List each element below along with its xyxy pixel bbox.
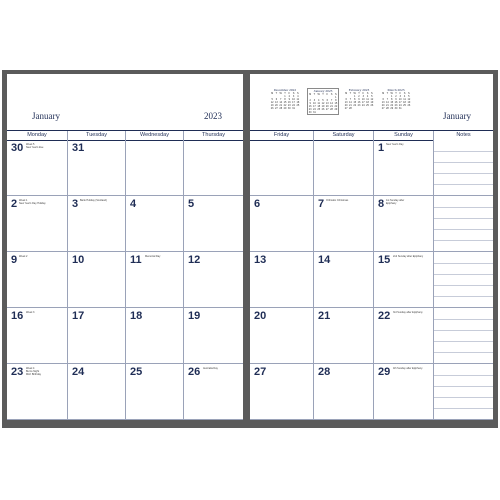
mini-calendar-day: 23 [394,104,398,107]
mini-calendar-day: 7 [280,98,282,101]
mini-calendar-day: 19 [321,105,325,108]
mini-calendar-day: T [386,92,389,95]
mini-calendar-day: 16 [308,105,312,108]
mini-calendar-day: 27 [381,107,385,110]
mini-calendar-day: 8 [335,99,337,102]
right-page [250,74,493,420]
mini-calendar-day: 24 [292,104,295,107]
mini-calendar-title: December 2022 [273,88,297,92]
mini-calendar-day: 14 [279,101,283,104]
day-number: 17 [72,310,85,322]
notes-line [434,341,493,342]
mini-calendar-day: 29 [334,108,338,111]
month-title-right: January [443,111,471,121]
day-cell[interactable] [7,364,67,419]
day-number: 29 [378,366,391,378]
day-number: 11 [130,254,142,266]
mini-calendar-day: 1 [354,95,356,98]
mini-calendar-day: 3 [399,95,401,98]
mini-calendar-day: 14 [386,101,389,104]
mini-calendar-day: 20 [325,105,329,108]
mini-calendar-day: 10 [292,98,295,101]
day-cell[interactable] [250,364,313,419]
mini-calendar-day: 25 [403,104,406,107]
mini-calendar-day: 22 [353,104,357,107]
mini-calendar-day: T [313,93,316,96]
day-number: 16 [11,310,24,322]
calendar-grid-left [7,140,243,420]
notes-line [434,263,493,264]
left-page [7,74,243,420]
notes-line [434,296,493,297]
day-note: Week 4 Burns Night MLK Birthday [26,367,42,376]
day-note: Week 2 [19,255,28,258]
mini-calendar-day: 19 [370,101,374,104]
day-cell[interactable] [313,308,373,363]
mini-calendar-day: 30 [394,107,398,110]
mini-calendar-day: 18 [403,101,406,104]
mini-calendar-day: S [297,92,299,95]
mini-calendar-day: 1 [391,95,393,98]
notes-line [434,151,493,152]
mini-calendar-day: T [358,92,360,95]
notes-line [434,285,493,286]
notes-line [434,218,493,219]
notes-line [434,319,493,320]
mini-calendar-grid [344,92,374,110]
mini-calendar-day: 3 [313,99,316,102]
week-row [250,252,493,308]
day-number: 19 [188,310,201,322]
mini-calendar-day: 12 [321,102,325,105]
mini-calendar-day: 4 [403,95,406,98]
mini-calendar-day: 22 [390,104,394,107]
mini-calendar-day: 10 [361,98,365,101]
mini-calendar-day: 17 [292,101,295,104]
mini-calendar-day [407,107,411,110]
day-cell[interactable] [7,196,67,251]
mini-calendar-day: M [382,92,385,95]
mini-calendar-day: T [322,93,324,96]
mini-calendar-day: 31 [313,111,316,114]
mini-calendar-day: 27 [325,108,329,111]
mini-calendar-day: 5 [408,95,410,98]
day-cell[interactable] [373,196,433,251]
day-number: 4 [130,198,137,210]
mini-calendar-day: 30 [287,107,291,110]
mini-calendar-day: 8 [391,98,393,101]
day-note: Memorial Day [145,255,161,258]
mini-calendar-day: 2 [288,95,290,98]
day-cell[interactable] [125,252,183,307]
mini-calendar-day: M [309,93,312,96]
mini-calendar-day: T [284,92,286,95]
day-number: 30 [11,142,24,154]
day-number: 21 [318,310,331,322]
mini-calendar-day: W [317,93,320,96]
day-number: 28 [318,366,331,378]
mini-calendar-day: F [288,92,291,95]
mini-calendar-day: 5 [322,99,324,102]
mini-calendar-day: 13 [275,101,278,104]
mini-calendar-day: 4 [318,99,320,102]
mini-calendar-day: 12 [370,98,374,101]
weekday-header-monday: Monday [27,132,47,138]
weekday-header-saturday: Saturday [313,131,373,140]
notes-line [434,386,493,387]
mini-calendar-day: 24 [313,108,316,111]
week-row [7,140,243,196]
mini-calendar-day: 30 [308,111,312,114]
mini-calendar [381,88,411,110]
weekday-header-thursday: Thursday [183,131,243,140]
mini-calendar-title: January 2023 [313,89,333,93]
mini-calendar-day: 21 [386,104,389,107]
day-number: 5 [188,198,195,210]
day-note: 3rd Sunday after Epiphany [393,311,423,314]
day-note: Bank Holiday (Scotland) [80,199,107,202]
mini-calendar-day: 19 [270,104,274,107]
day-number: 8 [378,198,385,210]
day-cell[interactable] [125,364,183,419]
mini-calendar-day: 6 [382,98,384,101]
notes-line [434,375,493,376]
week-row [250,308,493,364]
mini-calendar-day: 16 [357,101,361,104]
mini-calendar-day: W [390,92,393,95]
mini-calendar-title: February 2023 [348,88,370,92]
mini-calendar-title: March 2023 [387,88,405,92]
mini-calendar-day: 2 [309,99,311,102]
mini-calendar-day: 13 [381,101,385,104]
day-cell[interactable] [7,252,67,307]
mini-calendar-day: 24 [398,104,402,107]
mini-calendar-day: 28 [279,107,283,110]
mini-calendar-day: 25 [296,104,300,107]
notes-line [434,207,493,208]
day-number: 23 [11,366,24,378]
day-note: Week 3 [26,311,35,314]
mini-calendar-day: W [353,92,356,95]
notes-line [434,352,493,353]
mini-calendar-day: 12 [407,98,411,101]
notes-line [434,162,493,163]
mini-calendar-day: 13 [344,101,348,104]
day-number: 26 [188,366,201,378]
day-cell[interactable] [67,364,125,419]
day-cell[interactable] [183,252,243,307]
mini-calendar-day: F [326,93,329,96]
mini-calendar-day: 22 [334,105,338,108]
mini-calendar-day: 15 [283,101,287,104]
day-cell[interactable] [67,308,125,363]
day-note: Week 1 New Year's Day Holiday [19,199,46,205]
day-cell[interactable] [250,196,313,251]
mini-calendar-day: 1 [335,96,337,99]
mini-calendar-day: 11 [296,98,300,101]
day-note: 2nd Sunday after Epiphany [393,255,424,258]
mini-calendar-day: 9 [395,98,397,101]
mini-calendar-day: 17 [398,101,402,104]
day-note: Australia Day [203,367,218,370]
mini-calendar-grid [381,92,411,110]
mini-calendar-day: 2 [358,95,360,98]
mini-calendar [270,88,300,110]
mini-calendar-day: 14 [349,101,352,104]
mini-calendar-day: S [408,92,410,95]
mini-calendar-day: 27 [275,107,278,110]
mini-calendar-day: 19 [407,101,411,104]
week-row [250,196,493,252]
mini-calendar-day: S [292,92,295,95]
mini-calendar-day: 17 [313,105,316,108]
mini-calendar-day: 15 [390,101,394,104]
day-number: 14 [318,254,331,266]
mini-calendar-day: 3 [362,95,364,98]
day-cell[interactable] [183,196,243,251]
mini-calendar-day: M [271,92,274,95]
mini-calendar-day: 25 [317,108,321,111]
notes-line [434,229,493,230]
day-cell[interactable] [373,252,433,307]
mini-calendar-day: 8 [354,98,356,101]
mini-calendar-day: F [362,92,365,95]
mini-calendar-day: 16 [287,101,291,104]
mini-calendar-day: 6 [345,98,347,101]
day-number: 9 [11,254,18,266]
mini-calendar-day: 26 [270,107,274,110]
mini-calendar-day: 8 [284,98,286,101]
mini-calendar [307,88,339,115]
mini-calendar-day: 2 [395,95,397,98]
mini-calendar-day: 24 [361,104,365,107]
week-row [250,140,493,196]
notes-line [434,330,493,331]
day-number: 3 [72,198,79,210]
mini-calendar-day: 31 [292,107,295,110]
weekday-header-friday: Friday [273,132,290,138]
day-number: 10 [72,254,85,266]
mini-calendar-day: 17 [361,101,365,104]
mini-calendar-day [296,107,300,110]
day-number: 2 [11,198,18,210]
day-cell[interactable] [125,196,183,251]
mini-calendar-day: 27 [344,107,348,110]
mini-calendar-day: 9 [309,102,311,105]
mini-calendar-day: 21 [330,105,333,108]
planner-spread [2,70,498,428]
day-note: 4th Sunday after Epiphany [393,367,423,370]
day-note: Week 5 New Year's Eve [26,143,44,149]
mini-calendar-day: M [345,92,348,95]
mini-calendar [344,88,374,110]
mini-calendar-day: 26 [407,104,411,107]
mini-calendar-day: 29 [283,107,287,110]
notes-line [434,274,493,275]
mini-calendar-day: 28 [349,107,352,110]
day-cell[interactable] [183,308,243,363]
mini-calendar-day: 18 [296,101,300,104]
weekday-header-notes: Notes [433,131,493,140]
mini-calendar-grid [270,92,300,110]
day-cell[interactable] [313,364,373,419]
day-cell[interactable] [67,196,125,251]
day-cell[interactable] [125,308,183,363]
mini-calendar-day: 9 [358,98,360,101]
day-number: 20 [254,310,267,322]
mini-calendar-day: S [371,92,373,95]
mini-calendar-day [370,107,374,110]
day-note: New Year's Day [386,143,404,146]
mini-calendar-day: F [399,92,402,95]
day-cell[interactable] [183,140,243,195]
mini-calendar-day: 15 [334,102,338,105]
weekday-header-wednesday: Wednesday [125,131,183,140]
mini-calendar-day: 7 [349,98,352,101]
mini-calendar-day: S [335,93,337,96]
notes-cell[interactable] [433,196,493,251]
mini-calendar-day: 20 [275,104,278,107]
day-cell[interactable] [183,364,243,419]
mini-calendar-day: 14 [330,102,333,105]
mini-calendar-day: S [330,93,333,96]
day-cell[interactable] [67,252,125,307]
notes-cell[interactable] [433,252,493,307]
day-number: 25 [130,366,143,378]
mini-calendar-day: 13 [325,102,329,105]
mini-calendar-day: 18 [317,105,321,108]
weekday-header-tuesday: Tuesday [67,131,125,140]
mini-calendar-day: W [279,92,282,95]
mini-calendar-day: 26 [321,108,325,111]
day-number: 27 [254,366,267,378]
mini-calendar-day: T [275,92,278,95]
mini-calendar-day: 29 [390,107,394,110]
mini-calendar-day: 11 [403,98,406,101]
mini-calendar-day: 26 [370,104,374,107]
mini-calendar-day: 23 [308,108,312,111]
day-number: 15 [378,254,391,266]
week-row [250,364,493,420]
day-number: 13 [254,254,267,266]
mini-calendar-day: 10 [398,98,402,101]
day-cell[interactable] [7,140,67,195]
mini-calendar-day: 20 [344,104,348,107]
notes-line [434,184,493,185]
day-cell[interactable] [125,140,183,195]
mini-calendar-day: 16 [394,101,398,104]
mini-calendar-day: 10 [313,102,316,105]
mini-calendar-day: 11 [366,98,369,101]
mini-calendar-day: 18 [366,101,369,104]
day-cell[interactable] [250,252,313,307]
mini-calendar-day: 6 [326,99,328,102]
mini-calendar-day: 9 [288,98,290,101]
mini-calendar-day: 21 [349,104,352,107]
day-cell[interactable] [313,140,373,195]
day-number: 6 [254,198,261,210]
mini-calendar-day: 28 [330,108,333,111]
mini-calendar-day: 25 [366,104,369,107]
mini-calendar-day: 22 [283,104,287,107]
weekday-header-sunday: Sunday [373,131,433,140]
mini-calendar-day: 5 [371,95,373,98]
notes-line [434,240,493,241]
day-cell[interactable] [373,308,433,363]
day-cell[interactable] [250,140,313,195]
mini-calendar-day [334,111,338,114]
calendar-grid-right [250,140,493,420]
notes-line [434,173,493,174]
mini-calendar-day: 1 [284,95,286,98]
year-title: 2023 [204,111,222,121]
notes-line [434,397,493,398]
mini-calendar-day: 6 [275,98,278,101]
month-title: January [32,111,60,121]
mini-calendar-day: 20 [381,104,385,107]
week-row [7,252,243,308]
day-cell[interactable] [373,140,433,195]
day-cell[interactable] [373,364,433,419]
mini-calendar-day: 4 [366,95,369,98]
week-row [7,308,243,364]
mini-calendar-day: 11 [317,102,320,105]
mini-calendar-day: 15 [353,101,357,104]
day-number: 1 [378,142,385,154]
day-number: 22 [378,310,391,322]
day-note: Orthodox Christmas [326,199,349,202]
mini-calendar-day: 31 [398,107,402,110]
mini-calendar-day: 21 [279,104,283,107]
mini-calendar-grid [308,93,338,114]
mini-calendar-day: 7 [386,98,389,101]
notes-line [434,408,493,409]
mini-calendar-day: 28 [386,107,389,110]
mini-calendar-day: 23 [357,104,361,107]
mini-calendar-day: 23 [287,104,291,107]
mini-calendar-day: 7 [330,99,333,102]
notes-cell[interactable] [433,308,493,363]
notes-cell[interactable] [433,140,493,195]
mini-calendar-day: S [366,92,369,95]
mini-calendar-day: T [395,92,397,95]
week-row [7,364,243,420]
day-cell[interactable] [313,252,373,307]
day-note: 1st Sunday after Epiphany [386,199,405,205]
day-number: 24 [72,366,85,378]
day-number: 7 [318,198,325,210]
week-row [7,196,243,252]
mini-calendar-day: 4 [297,95,299,98]
mini-calendar-day: T [349,92,352,95]
mini-calendar-day: 12 [270,101,274,104]
day-cell[interactable] [7,308,67,363]
mini-calendar-day: 3 [292,95,295,98]
day-number: 31 [72,142,85,154]
day-cell[interactable] [250,308,313,363]
day-number: 12 [188,254,201,266]
mini-calendar-day: 5 [271,98,273,101]
mini-calendar-day: S [403,92,406,95]
day-cell[interactable] [67,140,125,195]
notes-cell[interactable] [433,364,493,419]
day-number: 18 [130,310,143,322]
day-cell[interactable] [313,196,373,251]
